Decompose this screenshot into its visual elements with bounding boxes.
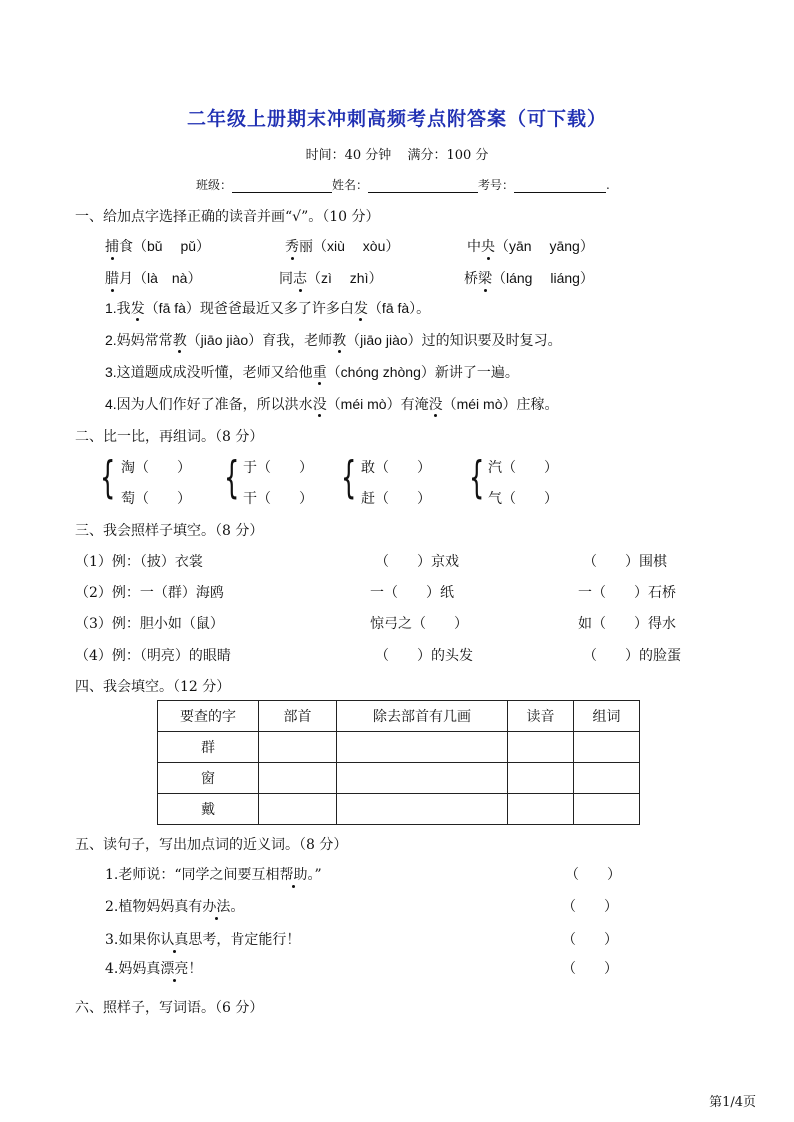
class-blank[interactable] <box>232 179 332 193</box>
answer-cell[interactable] <box>508 732 574 763</box>
table-header: 要查的字 <box>158 701 259 732</box>
pinyin-options: （yān yāng） <box>495 238 594 254</box>
exam-title: 二年级上册期末冲刺高频考点附答案（可下载） <box>186 108 607 130</box>
dotted-word: 帮助 <box>279 867 308 883</box>
answer-paren[interactable]: （ ） <box>562 899 618 915</box>
table-row <box>158 794 640 825</box>
answer-cell[interactable] <box>574 732 640 763</box>
word-item: 秀丽（xiù xòu） <box>285 238 400 255</box>
compare-top: 于（ ） <box>243 460 313 476</box>
table-header: 组词 <box>574 701 640 732</box>
section-6-heading: 六、照样子，写词语。（6 分） <box>75 1000 264 1016</box>
dotted-char: 发 <box>353 300 368 316</box>
line-end: . <box>606 178 610 192</box>
answer-cell[interactable] <box>508 794 574 825</box>
compare-bottom: 干（ ） <box>243 491 313 507</box>
example-item: （2）例：一（群）海鸥 <box>75 585 224 601</box>
table-char: 窗 <box>158 763 259 794</box>
brace-icon: { <box>469 452 485 503</box>
pinyin-options: （zì zhì） <box>307 270 383 286</box>
answer-cell[interactable] <box>259 794 337 825</box>
answer-cell[interactable] <box>508 763 574 794</box>
sentence-2: 2.妈妈常常教（jiāo jiào）育我，老师教（jiāo jiào）过的知识要及时复习。 <box>105 332 562 348</box>
time-limit: 时间：40 分钟 <box>305 148 392 163</box>
fill-item: （ ）的头发 <box>375 648 473 664</box>
table-header: 除去部首有几画 <box>337 701 508 732</box>
answer-cell[interactable] <box>337 763 508 794</box>
fill-item: 如（ ）得水 <box>578 616 676 632</box>
answer-paren[interactable]: （ ） <box>562 932 618 948</box>
synonym-sentence: 4.妈妈真漂亮！ <box>105 961 203 977</box>
answer-cell[interactable] <box>259 732 337 763</box>
answer-cell[interactable] <box>337 732 508 763</box>
table-header: 部首 <box>259 701 337 732</box>
answer-paren[interactable]: （ ） <box>562 961 618 977</box>
answer-cell[interactable] <box>337 794 508 825</box>
answer-cell[interactable] <box>574 794 640 825</box>
dotted-char: 志 <box>293 271 307 287</box>
section-5-heading: 五、读句子，写出加点词的近义词。（8 分） <box>75 837 348 853</box>
compare-top: 淘（ ） <box>121 460 191 476</box>
section-2-heading: 二、比一比，再组词。（8 分） <box>75 429 264 445</box>
pinyin-options: （xiù xòu） <box>313 238 400 254</box>
dotted-char: 教 <box>332 332 347 348</box>
table-char: 戴 <box>158 794 259 825</box>
dotted-word: 办法 <box>202 899 231 915</box>
word-item: 中央（yān yāng） <box>467 238 594 255</box>
name-blank[interactable] <box>368 179 478 193</box>
table-char: 群 <box>158 732 259 763</box>
dotted-word: 认真 <box>160 932 189 948</box>
sentence-1: 1.我发（fā fà）现爸爸最近又多了许多白发（fā fà）。 <box>105 300 431 316</box>
student-info-line <box>196 176 610 193</box>
table-header-row <box>158 701 640 732</box>
synonym-sentence: 3.如果你认真思考，肯定能行！ <box>105 932 301 948</box>
fill-item: （ ）京戏 <box>375 554 459 570</box>
word-item: 桥梁（láng liáng） <box>464 270 594 287</box>
answer-cell[interactable] <box>574 763 640 794</box>
compare-top: 汽（ ） <box>488 460 558 476</box>
example-item: （4）例：（明亮）的眼睛 <box>75 648 231 664</box>
synonym-sentence: 2.植物妈妈真有办法。 <box>105 899 245 915</box>
fill-item: 惊弓之（ ） <box>370 616 468 632</box>
dotted-char: 秀 <box>285 239 299 255</box>
lookup-table <box>157 700 640 825</box>
compare-bottom: 气（ ） <box>488 491 558 507</box>
dotted-word: 漂亮 <box>160 961 189 977</box>
id-label: 考号： <box>478 178 515 192</box>
dotted-char: 教 <box>172 332 187 348</box>
fill-item: 一（ ）石桥 <box>578 585 676 601</box>
example-item: （1）例：（披）衣裳 <box>75 554 203 570</box>
sentence-4: 4.因为人们作好了准备，所以洪水没（méi mò）有淹没（méi mò）庄稼。 <box>105 396 559 412</box>
compare-top: 敢（ ） <box>361 460 431 476</box>
dotted-char: 梁 <box>478 271 492 287</box>
dotted-char: 没 <box>428 396 443 412</box>
name-label: 姓名： <box>332 178 369 192</box>
compare-bottom: 萄（ ） <box>121 491 191 507</box>
answer-cell[interactable] <box>259 763 337 794</box>
page-number: 第1/4页 <box>709 1095 756 1110</box>
compare-bottom: 赶（ ） <box>361 491 431 507</box>
section-1-heading: 一、给加点字选择正确的读音并画“√”。（10 分） <box>75 209 380 225</box>
brace-icon: { <box>341 452 357 503</box>
pinyin-options: （bǔ pǔ） <box>133 238 211 254</box>
sentence-3: 3.这道题成成没听懂，老师又给他重（chóng zhòng）新讲了一遍。 <box>105 364 519 380</box>
dotted-char: 央 <box>481 239 495 255</box>
id-blank[interactable] <box>514 179 606 193</box>
fill-item: （ ）的脸蛋 <box>583 648 681 664</box>
word-item: 腊月（là nà） <box>105 270 202 287</box>
brace-icon: { <box>100 452 116 503</box>
section-3-heading: 三、我会照样子填空。（8 分） <box>75 523 264 539</box>
table-header: 读音 <box>508 701 574 732</box>
table-row <box>158 732 640 763</box>
word-item: 同志（zì zhì） <box>279 270 383 287</box>
dotted-char: 没 <box>312 396 327 412</box>
section-4-heading: 四、我会填空。（12 分） <box>75 679 231 695</box>
dotted-char: 重 <box>312 364 327 380</box>
class-label: 班级： <box>196 178 233 192</box>
pinyin-options: （là nà） <box>133 270 202 286</box>
full-score: 满分：100 分 <box>407 148 489 163</box>
fill-item: 一（ ）纸 <box>370 585 454 601</box>
brace-icon: { <box>224 452 240 503</box>
fill-item: （ ）围棋 <box>583 554 667 570</box>
word-item: 捕食（bǔ pǔ） <box>105 238 211 255</box>
answer-paren[interactable]: （ ） <box>565 867 621 883</box>
table-row <box>158 763 640 794</box>
pinyin-options: （láng liáng） <box>492 270 594 286</box>
dotted-char: 腊 <box>105 271 119 287</box>
dotted-char: 捕 <box>105 239 119 255</box>
synonym-sentence: 1.老师说：“同学之间要互相帮助。” <box>105 867 322 883</box>
dotted-char: 发 <box>130 300 145 316</box>
example-item: （3）例：胆小如（鼠） <box>75 616 224 632</box>
exam-info <box>0 144 794 163</box>
